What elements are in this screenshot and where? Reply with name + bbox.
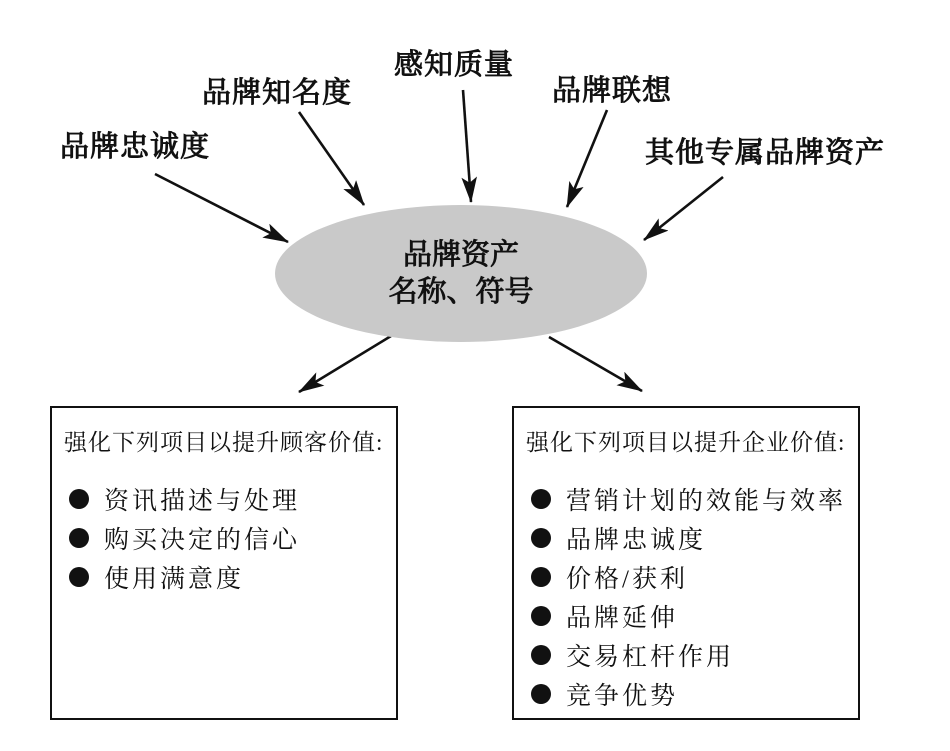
customer-value-box-title: 强化下列项目以提升顾客价值:	[64, 430, 384, 455]
arrow-brand-association	[567, 110, 607, 207]
arrow-to-company-box	[549, 337, 642, 391]
list-item-label: 购买决定的信心	[104, 526, 301, 554]
bullet-icon	[531, 645, 551, 665]
list-item	[531, 518, 858, 557]
ellipse-title-line1: 品牌资产	[402, 238, 519, 271]
list-item	[69, 557, 396, 596]
list-item-label: 品牌延伸	[566, 604, 679, 632]
list-item-label: 竞争优势	[566, 682, 679, 710]
list-item-label: 使用满意度	[104, 565, 245, 593]
label-brand-loyalty: 品牌忠诚度	[60, 131, 211, 163]
arrow-brand-loyalty	[155, 174, 288, 242]
customer-value-box	[50, 406, 398, 720]
list-item-label: 资讯描述与处理	[104, 487, 301, 515]
list-item	[531, 479, 858, 518]
list-item	[531, 674, 858, 713]
arrow-perceived-quality	[463, 90, 471, 202]
list-item-label: 交易杠杆作用	[566, 643, 735, 671]
arrow-other-assets	[644, 177, 723, 240]
list-item	[531, 596, 858, 635]
bullet-icon	[531, 489, 551, 509]
bullet-icon	[69, 489, 89, 509]
bullet-icon	[531, 684, 551, 704]
arrow-to-customer-box	[299, 336, 391, 392]
bullet-icon	[69, 528, 89, 548]
company-value-box	[512, 406, 860, 720]
bullet-icon	[531, 606, 551, 626]
company-value-box-title: 强化下列项目以提升企业价值:	[526, 430, 846, 455]
list-item	[69, 518, 396, 557]
label-brand-awareness: 品牌知名度	[202, 77, 353, 109]
list-item-label: 品牌忠诚度	[566, 526, 707, 554]
label-perceived-quality: 感知质量	[394, 49, 515, 81]
customer-value-list	[69, 479, 396, 596]
bullet-icon	[69, 567, 89, 587]
label-brand-association: 品牌联想	[552, 75, 673, 107]
list-item	[69, 479, 396, 518]
list-item-label: 价格/获利	[566, 565, 688, 593]
brand-equity-ellipse	[275, 205, 647, 342]
list-item-label: 营销计划的效能与效率	[566, 487, 847, 515]
ellipse-title-line2: 名称、符号	[388, 275, 534, 308]
list-item	[531, 557, 858, 596]
arrow-brand-awareness	[299, 112, 364, 205]
bullet-icon	[531, 528, 551, 548]
company-value-list	[531, 479, 858, 713]
list-item	[531, 635, 858, 674]
bullet-icon	[531, 567, 551, 587]
label-other-proprietary-assets: 其他专属品牌资产	[645, 137, 886, 169]
